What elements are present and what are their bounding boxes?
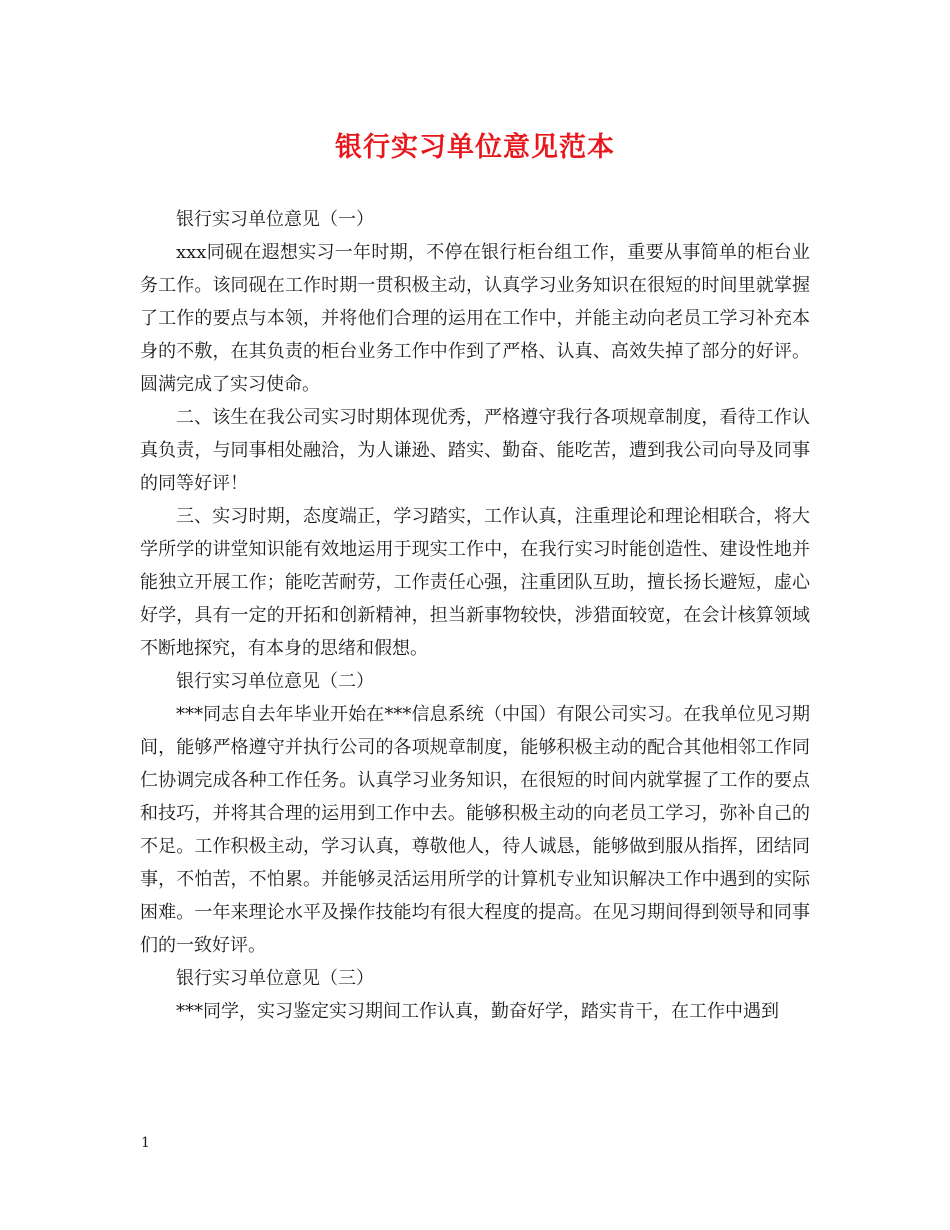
paragraph: ***同志自去年毕业开始在***信息系统（中国）有限公司实习。在我单位见习期间，能够严格遵守并执行公司的各项规章制度，能够积极主动的配合其他相邻工作同仁协调完成各种工作任务。认真学习业务知识，在很短的时间内就掌握了工作的要点和技巧，并将其合理的运用到工作中去。能够积极主动的向老员工学习，弥补自己的不足。工作积极主动，学习认真，尊敬他人，待人诚恳，能够做到服从指挥，团结同事，不怕苦，不怕累。并能够灵活运用所学的计算机专业知识解决工作中遇到的实际困难。一年来理论水平及操作技能均有很大程度的提高。在见习期间得到领导和同事们的一致好评。 — [140, 704, 810, 956]
paragraph: 二、该生在我公司实习时期体现优秀，严格遵守我行各项规章制度，看待工作认真负责，与同事相处融洽，为人谦逊、踏实、勤奋、能吃苦，遭到我公司向导及同事的同等好评！ — [140, 407, 810, 494]
paragraph: xxx同砚在遐想实习一年时期，不停在银行柜台组工作，重要从事简单的柜台业务工作。该同砚在工作时期一贯积极主动，认真学习业务知识在很短的时间里就掌握 了工作的要点与本领，并将他们合理的运用在工作中，并能主动向老员工学习补充本身的不敷，在其负责的柜台业务工作中作到了严格、认真、高效失掉了部分的好评。圆满完成了实习使命。 — [140, 242, 810, 395]
section-heading-2: 银行实习单位意见（二） — [176, 671, 374, 692]
paragraph: ***同学，实习鉴定实习期间工作认真，勤奋好学，踏实肯干，在工作中遇到 — [176, 1001, 779, 1022]
document-title: 银行实习单位意见范本 — [335, 132, 615, 163]
paragraph: 三、实习时期，态度端正，学习踏实，工作认真，注重理论和理论相联合，将大学所学的讲堂知识能有效地运用于现实工作中，在我行实习时能创造性、建设性地并能独立开展工作；能吃苦耐劳，工作责任心强，注重团队互助，擅长扬长避短，虚心好学，具有一定的开拓和创新精神，担当新事物较快，涉猎面较宽，在会计核算领域不断地探究，有本身的思绪和假想。 — [140, 506, 810, 659]
document-body — [140, 203, 810, 1028]
section-heading-3: 银行实习单位意见（三） — [176, 968, 374, 989]
page-number: 1 — [141, 1135, 150, 1151]
section-heading-1: 银行实习单位意见（一） — [176, 209, 374, 230]
